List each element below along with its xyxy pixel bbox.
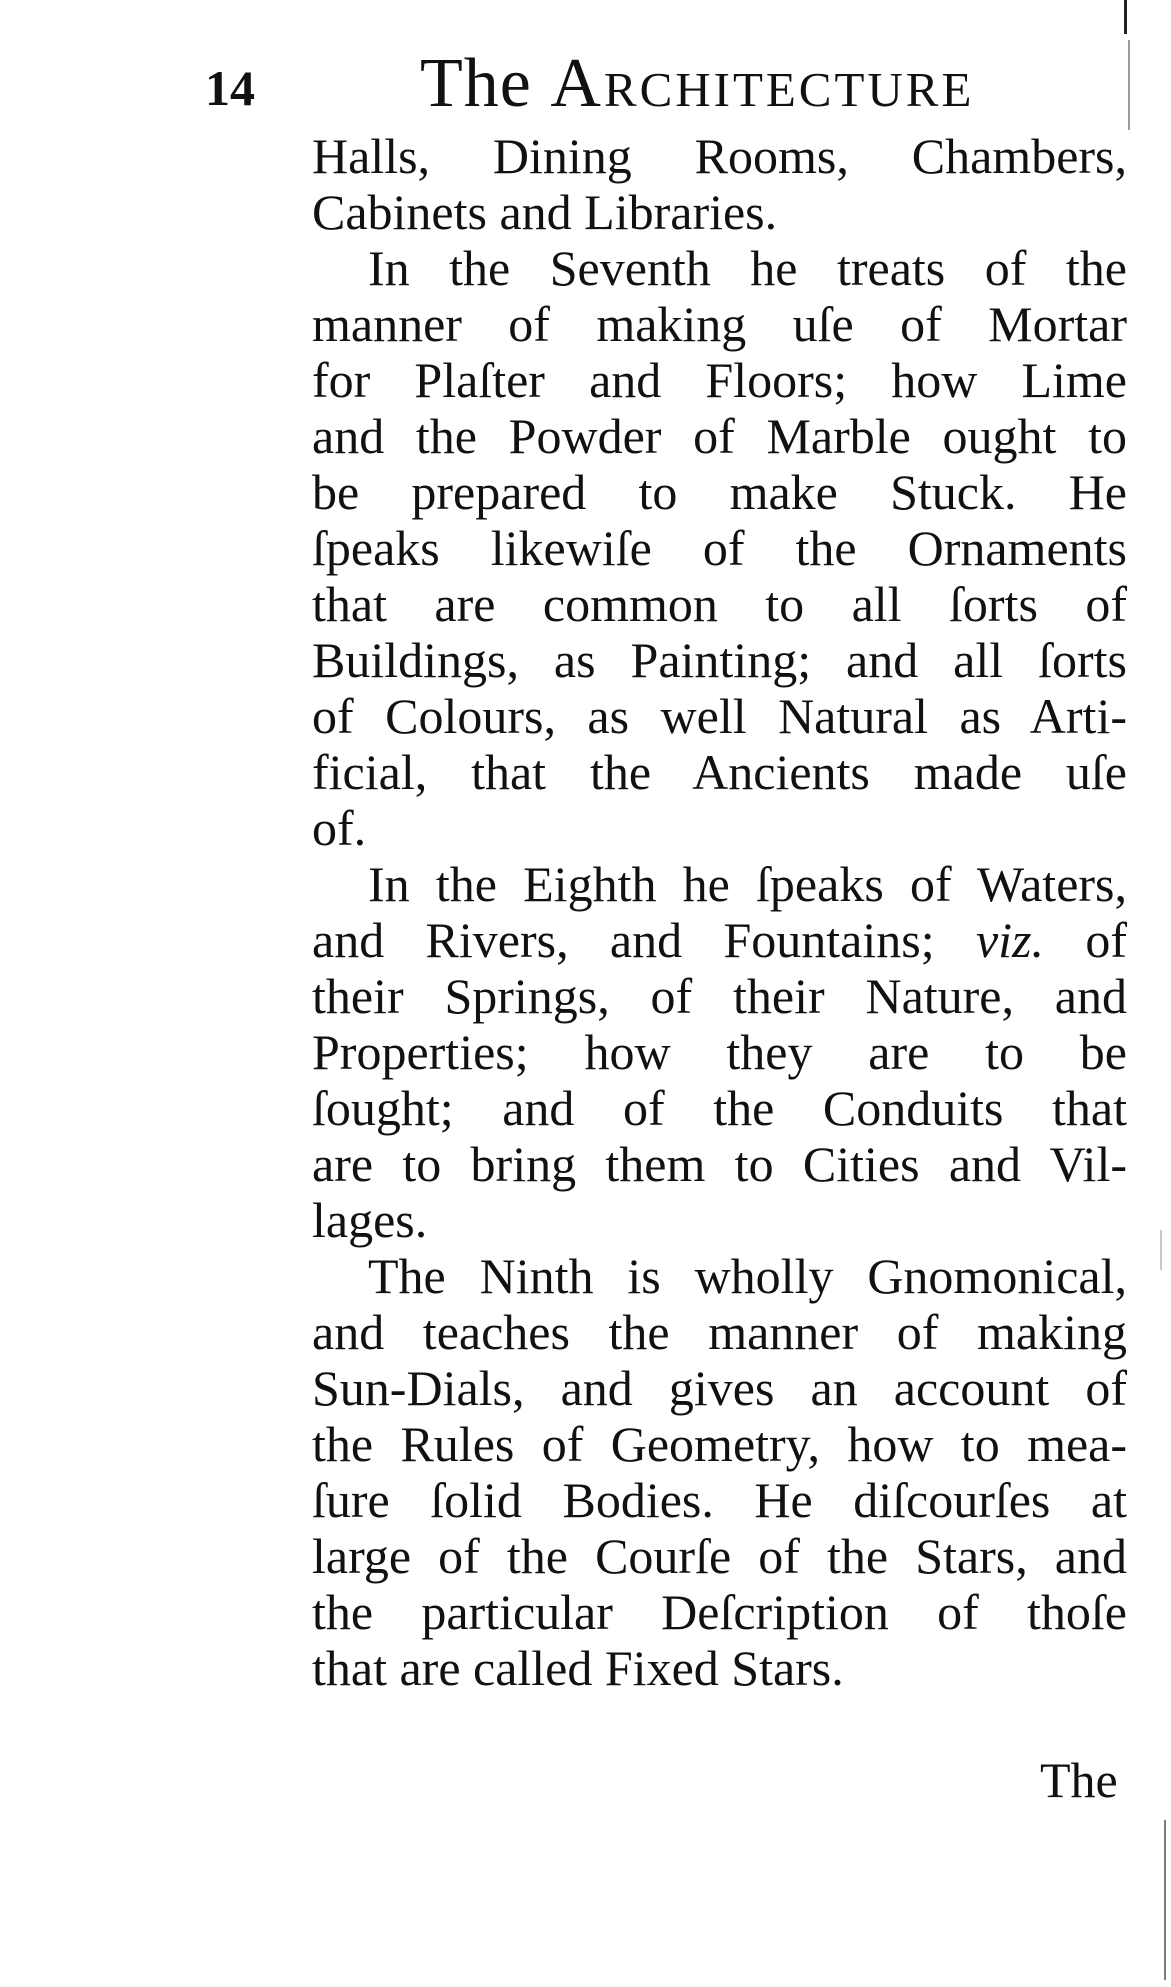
text-line: their Springs, of their Nature, and [312, 968, 1127, 1024]
page-number: 14 [205, 60, 255, 116]
text-line: Cabinets and Libraries. [312, 184, 778, 240]
gutter-mark-middle [1160, 1230, 1162, 1270]
text-line: for Plaſter and Floors; how Lime [312, 352, 1127, 408]
text-line: and the Powder of Marble ought to [312, 408, 1127, 464]
text-line: ficial, that the Ancients made uſe [312, 744, 1127, 800]
text-line: that are called Fixed Stars. [312, 1640, 844, 1696]
catchword: The [1040, 1752, 1118, 1808]
text-line: manner of making uſe of Mortar [312, 296, 1127, 352]
text-line: ſpeaks likewiſe of the Ornaments [312, 520, 1127, 576]
text-line: large of the Courſe of the Stars, and [312, 1528, 1127, 1584]
text-line: the particular Deſcription of thoſe [312, 1584, 1127, 1640]
text-line: lages. [312, 1192, 428, 1248]
text-line: be prepared to make Stuck. He [312, 464, 1127, 520]
text-line: Properties; how they are to be [312, 1024, 1127, 1080]
text-line: ſure ſolid Bodies. He diſcourſes at [312, 1472, 1127, 1528]
text-line: that are common to all ſorts of [312, 576, 1127, 632]
text-line: are to bring them to Cities and Vil- [312, 1136, 1127, 1192]
text-line: and teaches the manner of making [312, 1304, 1127, 1360]
running-head-article: The [420, 45, 551, 122]
text-line: and Rivers, and Fountains; viz. of [312, 912, 1127, 968]
text-line: ſought; and of the Conduits that [312, 1080, 1127, 1136]
text-line: In the Eighth he ſpeaks of Waters, [368, 856, 1127, 912]
italic-viz: viz. [975, 912, 1044, 968]
running-head [420, 44, 974, 124]
gutter-mark-top [1124, 0, 1127, 34]
text-line: of. [312, 800, 367, 856]
text-line: The Ninth is wholly Gnomonical, [368, 1248, 1127, 1304]
gutter-mark-lower [1164, 1820, 1166, 1980]
text-line: In the Seventh he treats of the [368, 240, 1127, 296]
text-line: Buildings, as Painting; and all ſorts [312, 632, 1127, 688]
text-line: Halls, Dining Rooms, Chambers, [312, 128, 1127, 184]
running-head-title: Architecture [550, 45, 975, 122]
body-text [312, 128, 1127, 1696]
text-line: the Rules of Geometry, how to mea- [312, 1416, 1127, 1472]
text-line: of Colours, as well Natural as Arti- [312, 688, 1127, 744]
gutter-mark-upper [1128, 40, 1130, 130]
text-line: Sun-Dials, and gives an account of [312, 1360, 1127, 1416]
